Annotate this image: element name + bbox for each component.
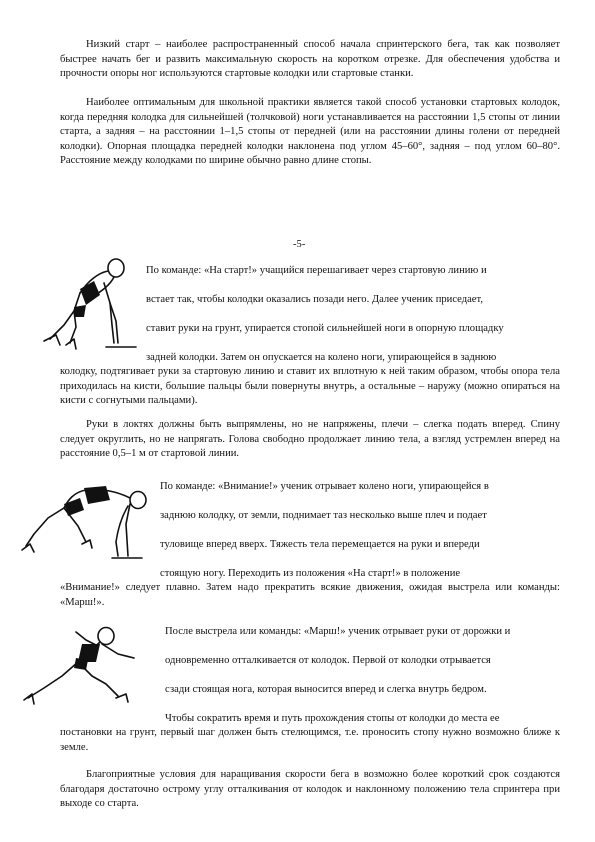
sprinter-crouch-illustration	[30, 255, 138, 355]
push-line-1: После выстрела или команды: «Марш!» ученик отрывает руки от дорожки и	[165, 626, 511, 637]
marks-line-4: задней колодки. Затем он опускается на колено ноги, упирающейся в заднюю	[146, 352, 497, 363]
figure-set-position	[18, 472, 158, 567]
paragraph-acceleration: Благоприятные условия для наращивания скорости бега в возможно более короткий срок создаются благодаря достаточно острому углу отталкивания от колодок и наклонному положению тела спринтера при выходе со старта.	[60, 769, 560, 810]
set-line-3: туловище вперед вверх. Тяжесть тела перемещается на руки и впереди	[160, 539, 480, 550]
set-line-4: стоящую ногу. Переходить из положения «На старт!» в положение	[160, 568, 461, 579]
push-continuation: постановки на грунт, первый шаг должен быть стелющимся, т.е. проносить стопу нужно возможно ближе к земле.	[60, 727, 560, 753]
marks-line-2: встает так, чтобы колодки оказались позади него. Далее ученик приседает,	[146, 294, 483, 305]
marks-line-1: По команде: «На старт!» учащийся перешагивает через стартовую линию и	[146, 265, 487, 276]
set-line-2: заднюю колодку, от земли, поднимает таз несколько выше плеч и подает	[160, 510, 487, 521]
sprinter-set-illustration	[18, 472, 158, 567]
paragraph-body-position: Руки в локтях должны быть выпрямлены, но не напряжены, плечи – слегка подать вперед. Спину следует округлить, но не напрягать. Голова свободно продолжает линию тела, а взгляд устремлен вперед на расстояние 0,5–1 м от стартовой линии.	[60, 419, 560, 460]
figure-on-your-marks	[30, 255, 138, 355]
marks-continuation: колодку, подтягивает руки за стартовую линию и ставит их вплотную к ней таким образом, чтобы опора тела приходилась на кисти, большие пальцы были повернуты внутрь, а остальные – наружу (можно опираться на кисти с согнутыми пальцами).	[60, 366, 560, 407]
push-line-3: сзади стоящая нога, которая выносится вперед и слегка внутрь бедром.	[165, 684, 487, 695]
push-line-4: Чтобы сократить время и путь прохождения стопы от колодки до места ее	[165, 713, 500, 724]
set-line-1: По команде: «Внимание!» ученик отрывает колено ноги, упирающейся в	[160, 481, 489, 492]
page-number: -5-	[293, 239, 306, 250]
paragraph-low-start-intro: Низкий старт – наиболее распространенный способ начала спринтерского бега, так как позволяет быстрее начать бег и развить максимальную скорость на коротком отрезке. Для обеспечения удобства и прочности опоры ног используются стартовые колодки или стартовые станки.	[60, 39, 560, 80]
push-line-2: одновременно отталкивается от колодок. Первой от колодки отрывается	[165, 655, 491, 666]
sprinter-push-off-illustration	[22, 618, 162, 710]
marks-line-3: ставит руки на грунт, упирается стопой сильнейшей ноги в опорную площадку	[146, 323, 504, 334]
set-continuation: «Внимание!» следует плавно. Затем надо прекратить всякие движения, ожидая выстрела или команды: «Марш!».	[60, 582, 560, 608]
figure-push-off	[22, 618, 162, 710]
paragraph-block-setup: Наиболее оптимальным для школьной практики является такой способ установки стартовых колодок, когда передняя колодка для сильнейшей (толчковой) ноги устанавливается на расстоянии 1,5 стопы от линии старта, а задняя – на расстоянии 1–1,5 стопы от передней (или на расстоянии длины голени от передней колодки). Опорная площадка передней колодки наклонена под углом 45–60°, задняя – под углом 60–80°. Расстояние между колодками по ширине обычно равно длине стопы.	[60, 97, 560, 167]
